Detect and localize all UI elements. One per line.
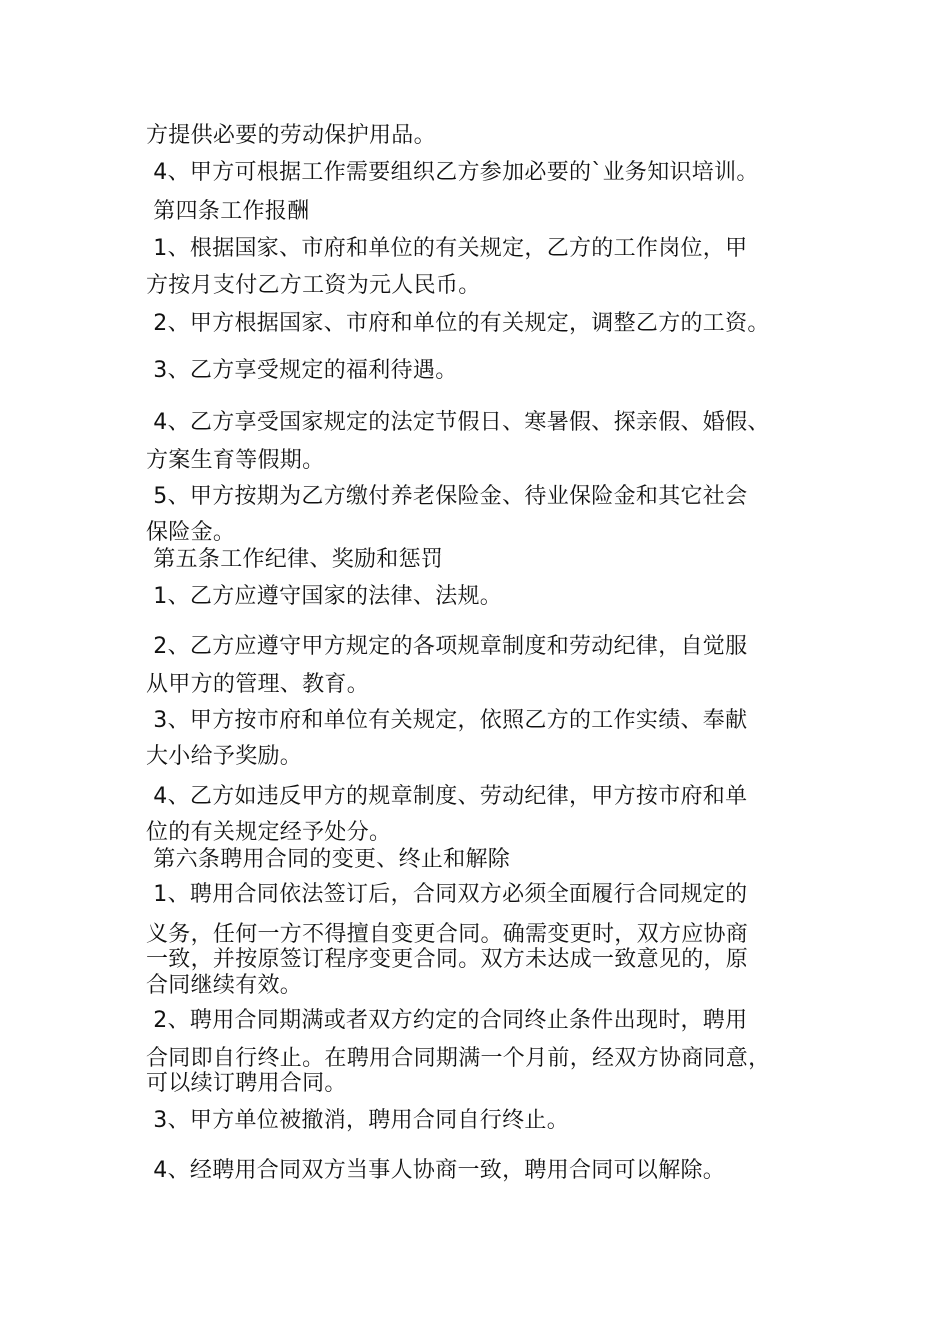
text-line: 5、甲方按期为乙方缴付养老保险金、待业保险金和其它社会 bbox=[146, 484, 748, 509]
text-line: 4、甲方可根据工作需要组织乙方参加必要的`业务知识培训。 bbox=[146, 160, 759, 185]
text-line: 方提供必要的劳动保护用品。 bbox=[146, 123, 436, 148]
text-line: 可以续订聘用合同。 bbox=[146, 1071, 347, 1096]
text-line: 2、甲方根据国家、市府和单位的有关规定，调整乙方的工资。 bbox=[146, 311, 770, 336]
section-heading: 第六条聘用合同的变更、终止和解除 bbox=[146, 847, 511, 872]
text-line: 1、聘用合同依法签订后，合同双方必须全面履行合同规定的 bbox=[146, 882, 748, 907]
text-line: 4、经聘用合同双方当事人协商一致，聘用合同可以解除。 bbox=[146, 1158, 726, 1183]
text-line: 方按月支付乙方工资为元人民币。 bbox=[146, 273, 481, 298]
text-line: 4、乙方享受国家规定的法定节假日、寒暑假、探亲假、婚假、 bbox=[146, 410, 770, 435]
text-line: 大小给予奖励。 bbox=[146, 744, 303, 769]
text-line: 4、乙方如违反甲方的规章制度、劳动纪律，甲方按市府和单 bbox=[146, 784, 748, 809]
text-line: 2、聘用合同期满或者双方约定的合同终止条件出现时，聘用 bbox=[146, 1008, 748, 1033]
text-line: 保险金。 bbox=[146, 520, 236, 545]
text-line: 1、根据国家、市府和单位的有关规定，乙方的工作岗位，甲 bbox=[146, 236, 748, 261]
text-line: 义务，任何一方不得擅自变更合同。确需变更时，双方应协商 bbox=[146, 922, 749, 947]
text-line: 2、乙方应遵守甲方规定的各项规章制度和劳动纪律，自觉服 bbox=[146, 634, 748, 659]
text-line: 1、乙方应遵守国家的法律、法规。 bbox=[146, 584, 503, 609]
text-line: 位的有关规定经予处分。 bbox=[146, 820, 392, 845]
section-heading: 第五条工作纪律、奖励和惩罚 bbox=[146, 547, 444, 572]
text-line: 合同继续有效。 bbox=[146, 973, 303, 998]
text-line: 3、乙方享受规定的福利待遇。 bbox=[146, 358, 458, 383]
section-heading: 第四条工作报酬 bbox=[146, 199, 310, 224]
text-line: 3、甲方按市府和单位有关规定，依照乙方的工作实绩、奉献 bbox=[146, 708, 748, 733]
text-line: 3、甲方单位被撤消，聘用合同自行终止。 bbox=[146, 1108, 569, 1133]
text-line: 一致，并按原签订程序变更合同。双方未达成一致意见的，原 bbox=[146, 947, 749, 972]
text-line: 方案生育等假期。 bbox=[146, 448, 325, 473]
text-line: 从甲方的管理、教育。 bbox=[146, 672, 370, 697]
text-line: 合同即自行终止。在聘用合同期满一个月前，经双方协商同意， bbox=[146, 1046, 771, 1071]
